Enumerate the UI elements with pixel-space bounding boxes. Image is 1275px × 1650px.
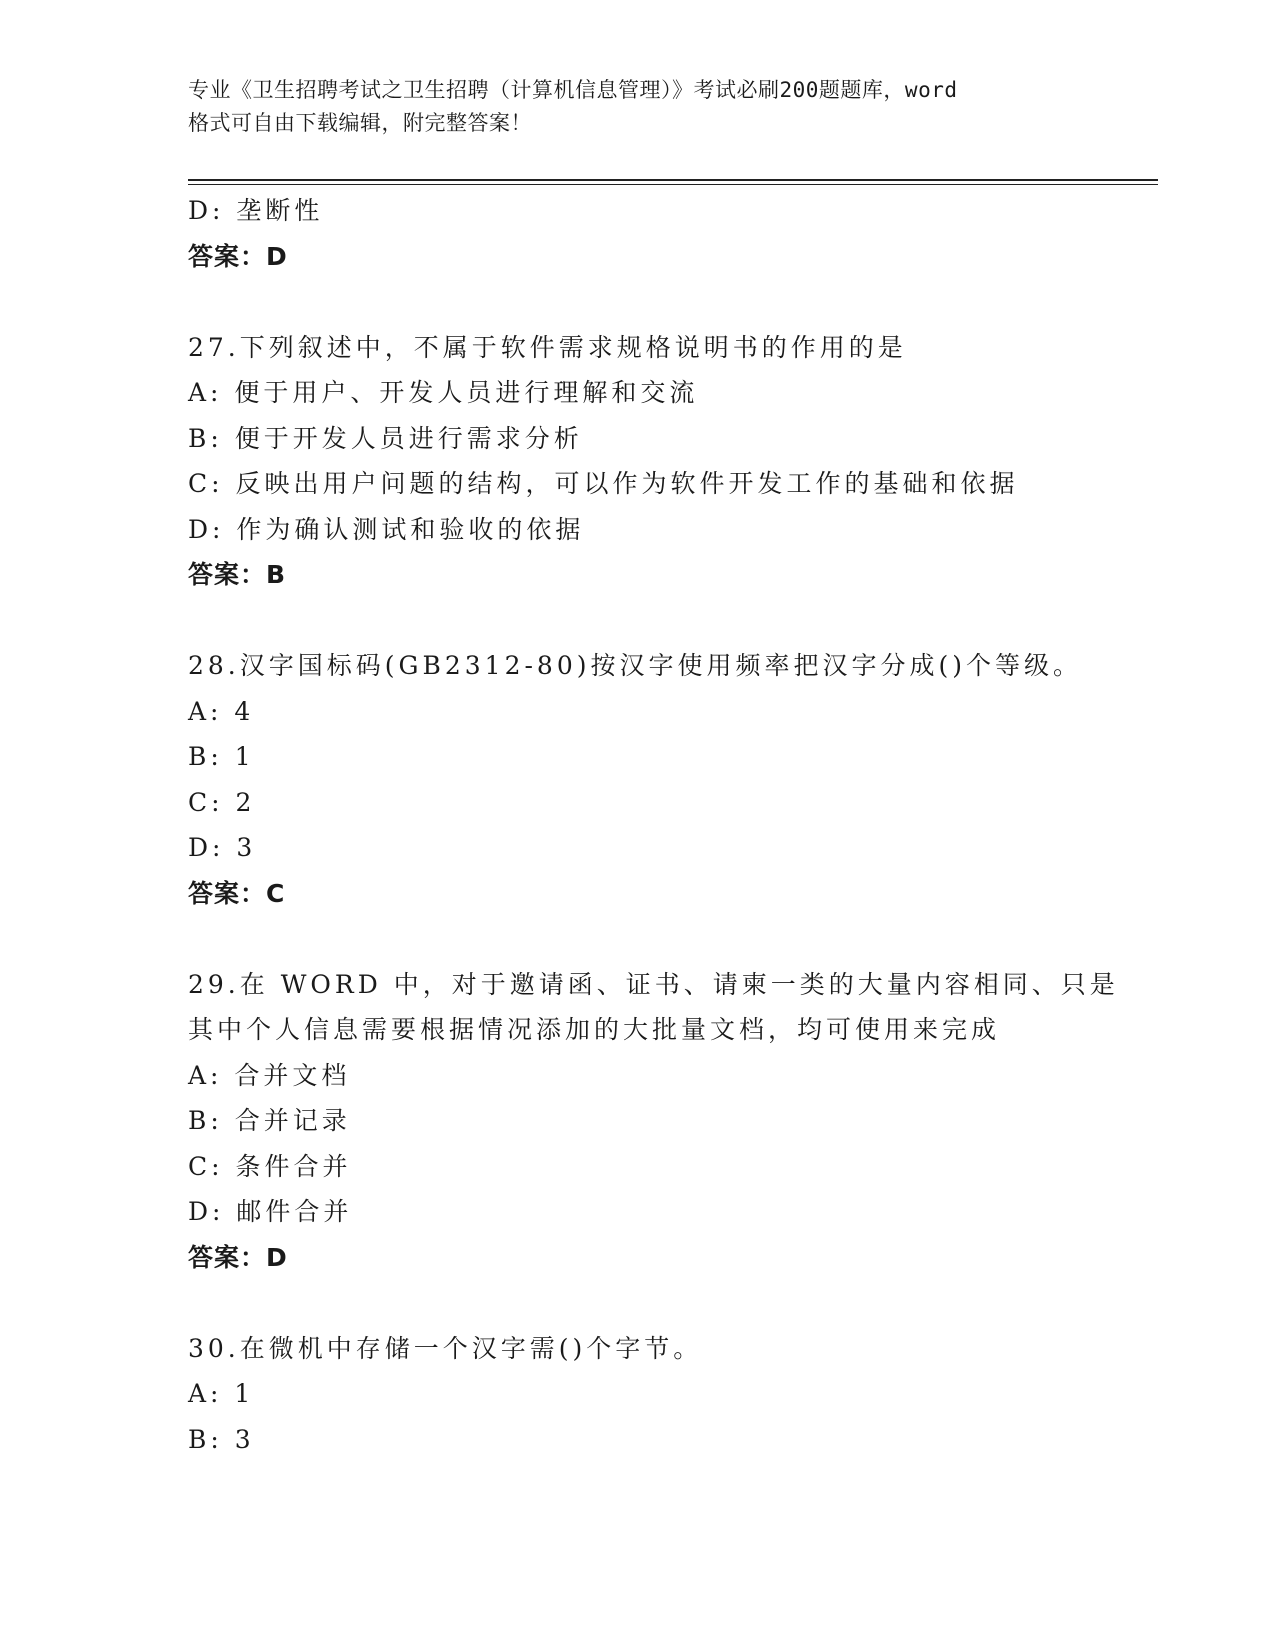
header-title-line-2: 格式可自由下载编辑，附完整答案！ — [188, 111, 532, 135]
option-b: B: 1 — [188, 742, 255, 771]
option-c: C: 2 — [188, 787, 256, 817]
option-a: A: 便于用户、开发人员进行理解和交流 — [188, 378, 699, 407]
answer-line: 答案：B — [188, 560, 287, 589]
document-header — [188, 74, 1088, 140]
answer-line: 答案：D — [188, 241, 288, 271]
option-b: B: 合并记录 — [188, 1106, 351, 1135]
header-divider-thick — [188, 179, 1158, 181]
option-d: D: 垄断性 — [188, 196, 324, 225]
option-c: C: 反映出用户问题的结构，可以作为软件开发工作的基础和依据 — [188, 469, 1019, 498]
question-title: 28.汉字国标码(GB2312-80)按汉字使用频率把汉字分成()个等级。 — [188, 651, 1082, 680]
option-a: A: 4 — [188, 696, 255, 726]
option-d: D: 邮件合并 — [188, 1197, 353, 1226]
option-d: D: 作为确认测试和验收的依据 — [188, 514, 585, 544]
question-list — [188, 188, 1158, 1462]
header-title-line-1: 专业《卫生招聘考试之卫生招聘（计算机信息管理）》考试必刷200题题库，word — [188, 78, 958, 102]
option-b: B: 3 — [188, 1424, 255, 1454]
question-29 — [188, 962, 1158, 1281]
question-title-line-1: 29.在 WORD 中，对于邀请函、证书、请柬一类的大量内容相同、只是 — [188, 969, 1119, 999]
spacer — [188, 598, 1158, 644]
option-a: A: 1 — [188, 1379, 255, 1408]
spacer — [188, 279, 1158, 325]
option-d: D: 3 — [188, 833, 257, 862]
option-a: A: 合并文档 — [188, 1060, 351, 1090]
question-28 — [188, 643, 1158, 916]
question-title: 30.在微机中存储一个汉字需()个字节。 — [188, 1333, 703, 1363]
header-divider-thin — [188, 184, 1158, 185]
question-title-line-2: 其中个人信息需要根据情况添加的大批量文档，均可使用来完成 — [188, 1015, 1001, 1044]
spacer — [188, 1280, 1158, 1326]
question-27 — [188, 325, 1158, 598]
question-30 — [188, 1326, 1158, 1463]
option-b: B: 便于开发人员进行需求分析 — [188, 423, 583, 453]
option-c: C: 条件合并 — [188, 1151, 352, 1181]
answer-line: 答案：D — [188, 1242, 288, 1272]
spacer — [188, 916, 1158, 962]
question-title: 27.下列叙述中，不属于软件需求规格说明书的作用的是 — [188, 332, 907, 362]
answer-line: 答案：C — [188, 878, 286, 908]
